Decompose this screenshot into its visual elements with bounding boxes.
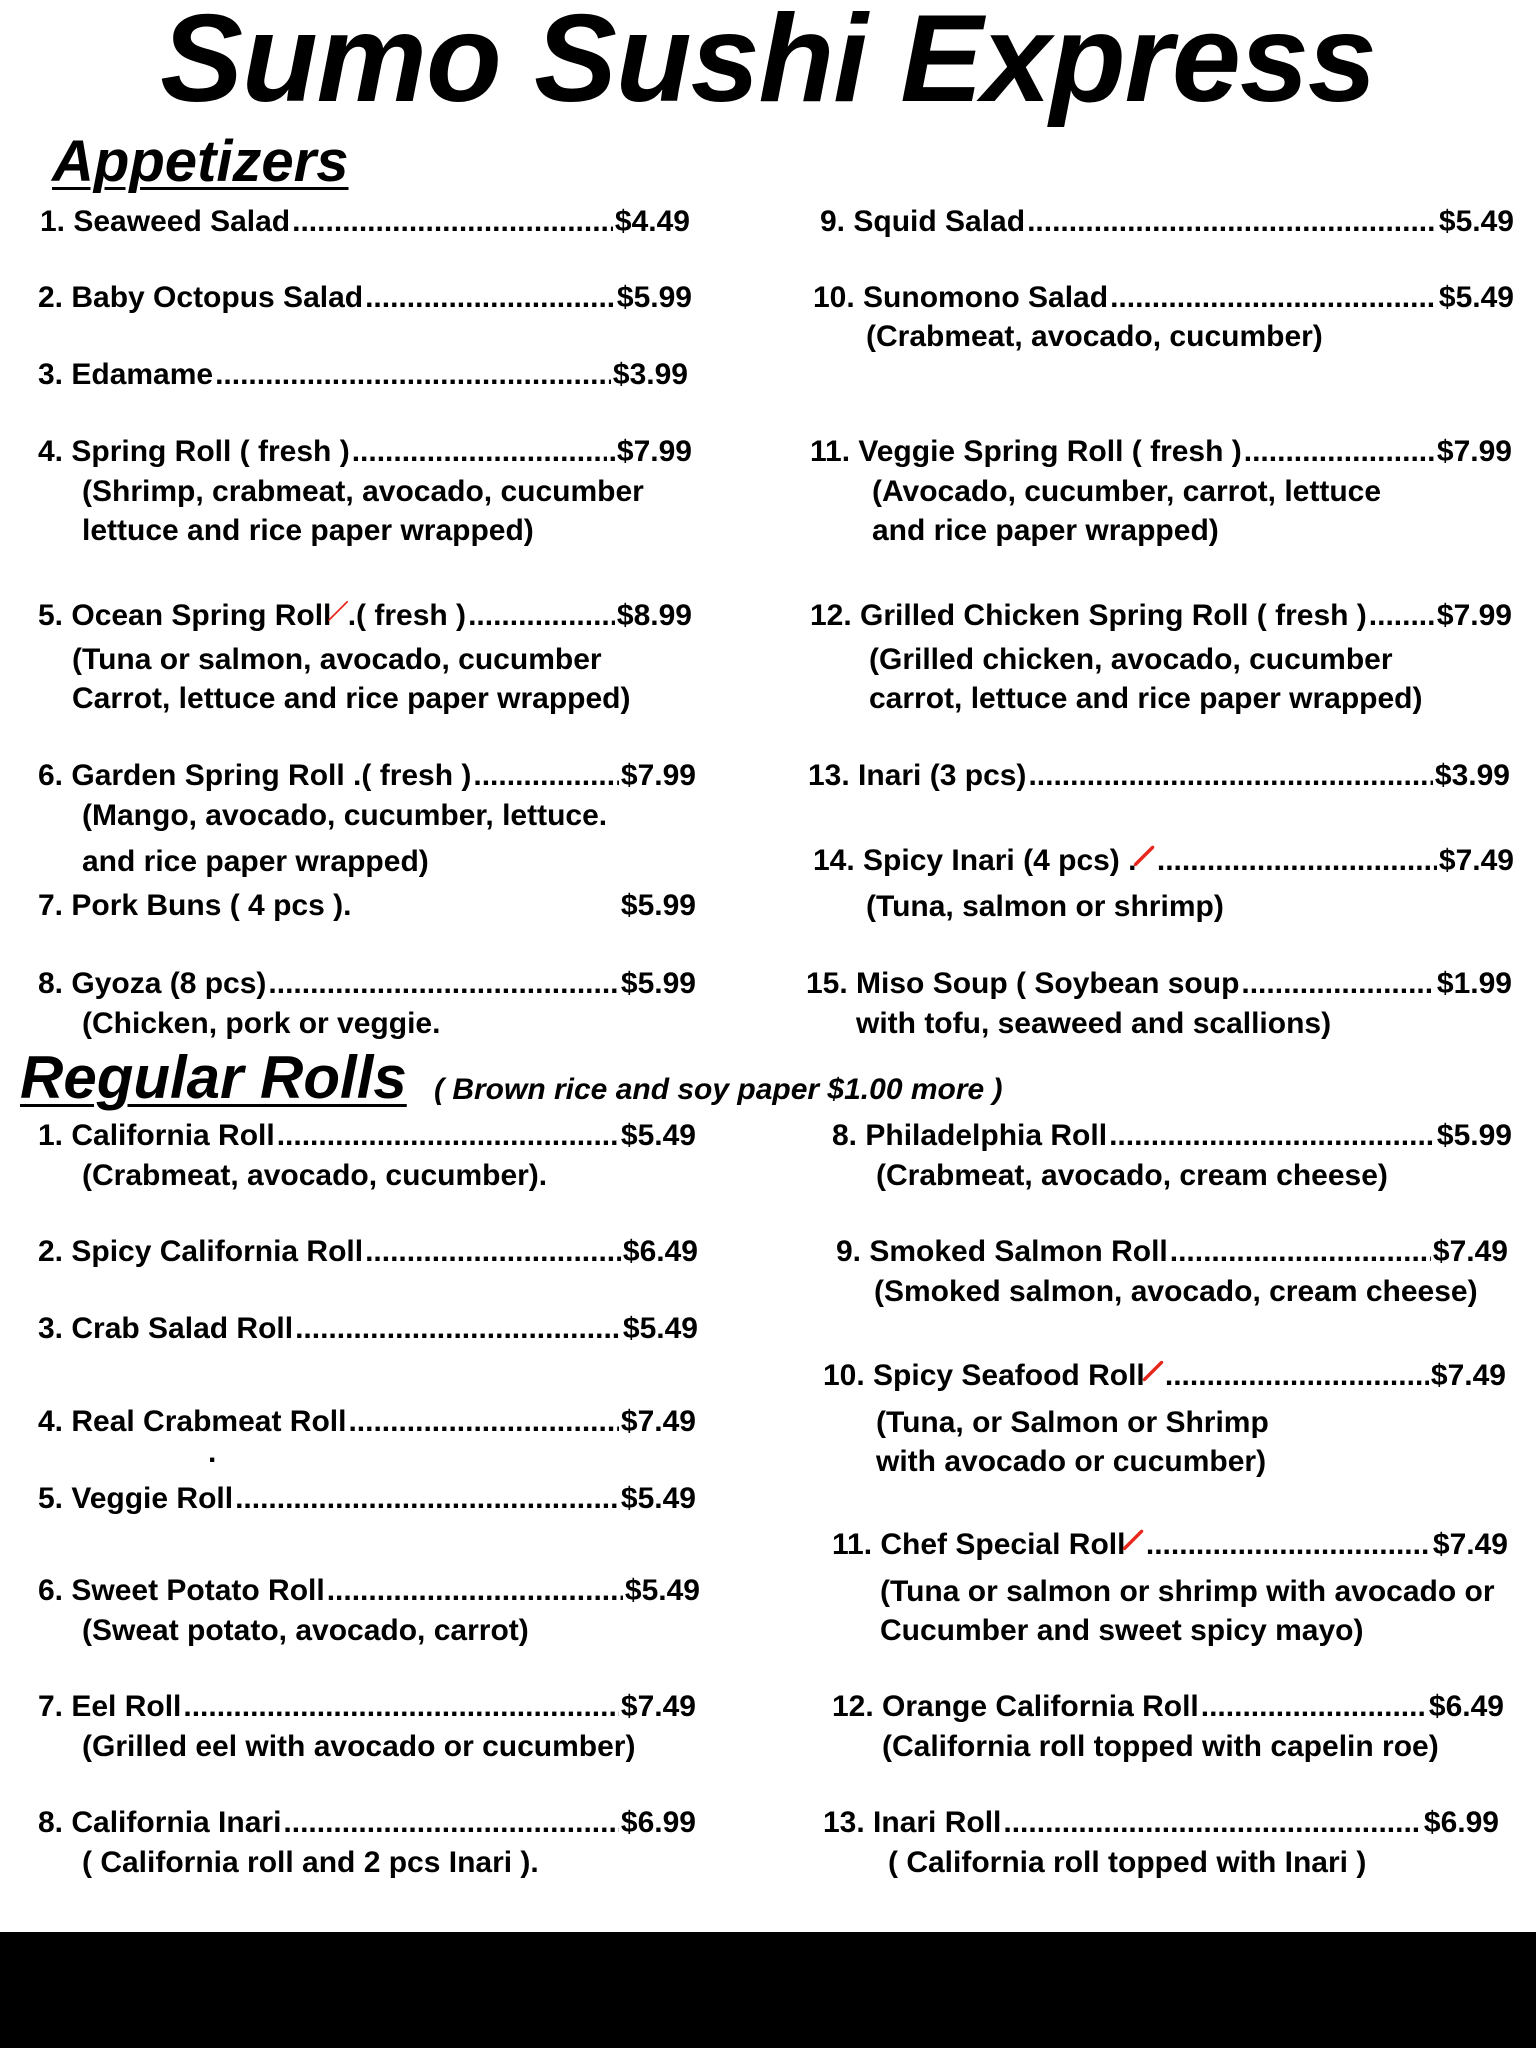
menu-item: 11. Veggie Spring Roll ( fresh ) ..... $7.99 — [810, 433, 1512, 471]
menu-item: 9. Smoked Salmon Roll ..... $7.49 — [836, 1233, 1508, 1271]
spicy-diamond-icon — [1134, 845, 1156, 867]
item-description: (Shrimp, crabmeat, avocado, cucumber — [82, 475, 644, 508]
menu-item: 12. Grilled Chicken Spring Roll ( fresh ) ..... $7.99 — [810, 597, 1512, 635]
item-description: (Tuna or salmon, avocado, cucumber — [72, 643, 602, 676]
item-description: (Crabmeat, avocado, cream cheese) — [876, 1159, 1388, 1192]
item-description: (Crabmeat, avocado, cucumber) — [866, 320, 1323, 353]
regular-rolls-note: ( Brown rice and soy paper $1.00 more ) — [434, 1073, 1003, 1106]
item-description: (Mango, avocado, cucumber, lettuce. — [82, 799, 608, 832]
item-description: lettuce and rice paper wrapped) — [82, 514, 534, 547]
footer-bar — [0, 1932, 1536, 2048]
menu-item: 7. Pork Buns ( 4 pcs ). $5.99 — [38, 889, 696, 922]
menu-item: 2. Baby Octopus Salad ..... $5.99 — [38, 279, 692, 317]
item-description: (Avocado, cucumber, carrot, lettuce — [872, 475, 1382, 508]
item-description: (Tuna, salmon or shrimp) — [866, 890, 1224, 923]
menu-item: 10. Spicy Seafood Roll ..... $7.49 — [823, 1357, 1506, 1395]
menu-item: 10. Sunomono Salad ..... $5.49 — [813, 279, 1514, 317]
menu-item: 8. Gyoza (8 pcs) ..... $5.99 — [38, 965, 696, 1003]
item-description: ( California roll topped with Inari ) — [888, 1846, 1367, 1879]
item-description: (California roll topped with capelin roe) — [882, 1730, 1439, 1763]
menu-item: 6. Sweet Potato Roll ..... $5.49 — [38, 1572, 700, 1610]
restaurant-title: Sumo Sushi Express — [160, 0, 1376, 128]
item-description: (Grilled eel with avocado or cucumber) — [82, 1730, 636, 1763]
item-description: (Crabmeat, avocado, cucumber). — [82, 1159, 548, 1192]
item-description: with avocado or cucumber) — [876, 1445, 1267, 1478]
menu-item: 3. Crab Salad Roll ..... $5.49 — [38, 1310, 698, 1348]
menu-item: 2. Spicy California Roll ..... $6.49 — [38, 1233, 698, 1271]
menu-item: 1. Seaweed Salad ..... $4.49 — [40, 203, 690, 241]
item-description: and rice paper wrapped) — [872, 514, 1219, 547]
item-description: (Smoked salmon, avocado, cream cheese) — [874, 1275, 1478, 1308]
item-description: (Chicken, pork or veggie. — [82, 1007, 441, 1040]
item-description: (Sweat potato, avocado, carrot) — [82, 1614, 529, 1647]
spicy-diamond-icon — [1142, 1360, 1164, 1382]
item-description: Carrot, lettuce and rice paper wrapped) — [72, 682, 631, 715]
menu-item: 11. Chef Special Roll ..... $7.49 — [832, 1526, 1508, 1564]
item-description: (Tuna or salmon or shrimp with avocado or — [880, 1575, 1495, 1608]
menu-item: 5. Ocean Spring Roll .( fresh ) ..... $8.99 — [38, 597, 692, 635]
appetizers-heading: Appetizers — [52, 129, 349, 194]
item-description: (Grilled chicken, avocado, cucumber — [869, 643, 1393, 676]
menu-item: 13. Inari Roll ..... $6.99 — [823, 1804, 1499, 1842]
menu-item: 13. Inari (3 pcs) ..... $3.99 — [808, 757, 1510, 795]
menu-item: 14. Spicy Inari (4 pcs) . ..... $7.49 — [813, 842, 1514, 880]
menu-item: 4. Real Crabmeat Roll ..... $7.49 — [38, 1403, 696, 1441]
menu-item: 3. Edamame ..... $3.99 — [38, 356, 688, 394]
regular-rolls-heading: Regular Rolls — [20, 1044, 407, 1111]
menu-item: 9. Squid Salad ..... $5.49 — [820, 203, 1514, 241]
item-description: ( California roll and 2 pcs Inari ). — [82, 1846, 539, 1879]
menu-item: 4. Spring Roll ( fresh ) ..... .$7.99 — [38, 433, 692, 471]
stray-dot: . — [208, 1436, 217, 1469]
item-description: Cucumber and sweet spicy mayo) — [880, 1614, 1364, 1647]
menu-item: 5. Veggie Roll ..... $5.49 — [38, 1480, 696, 1518]
item-description: carrot, lettuce and rice paper wrapped) — [869, 682, 1423, 715]
menu-item: 6. Garden Spring Roll .( fresh ) ..... $7.99 — [38, 757, 696, 795]
item-description: with tofu, seaweed and scallions) — [856, 1007, 1332, 1040]
menu-item: 8. California Inari ..... $6.99 — [38, 1804, 696, 1842]
menu-item: 7. Eel Roll ..... $7.49 — [38, 1688, 696, 1726]
item-description: (Tuna, or Salmon or Shrimp — [876, 1406, 1269, 1439]
menu-item: 8. Philadelphia Roll ..... $5.99 — [832, 1117, 1512, 1155]
menu-item: 1. California Roll ..... $5.49 — [38, 1117, 696, 1155]
item-description: and rice paper wrapped) — [82, 845, 429, 878]
menu-item: 12. Orange California Roll ..... $6.49 — [832, 1688, 1504, 1726]
spicy-diamond-icon — [1123, 1529, 1145, 1551]
menu-item: 15. Miso Soup ( Soybean soup ..... $1.99 — [806, 965, 1512, 1003]
